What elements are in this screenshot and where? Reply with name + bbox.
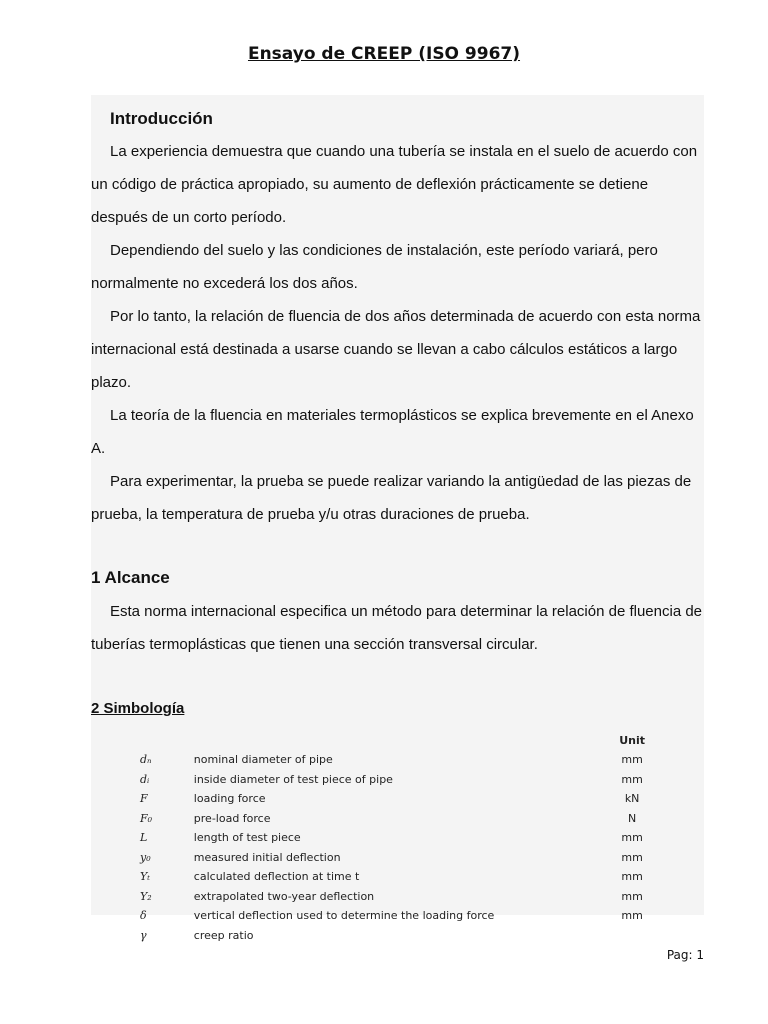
table-row bbox=[120, 828, 672, 848]
document-title: Ensayo de CREEP (ISO 9967) bbox=[247, 44, 521, 64]
symbol-table bbox=[120, 730, 672, 945]
symbol-table-header-row bbox=[120, 730, 672, 750]
intro-paragraph-1: La experiencia demuestra que cuando una tubería se instala en el suelo de acuerdo con un código de práctica apropiado, su aumento de deflexión prácticamente se detiene después de un corto período. bbox=[91, 143, 698, 226]
symbol-cell: dᵢ bbox=[140, 772, 150, 786]
symbol-col-header bbox=[120, 730, 194, 750]
unit-cell: mm bbox=[621, 831, 643, 845]
description-cell: calculated deflection at time t bbox=[193, 870, 360, 884]
table-row bbox=[120, 906, 672, 926]
description-cell: measured initial deflection bbox=[193, 850, 341, 864]
intro-paragraph-3: Por lo tanto, la relación de fluencia de dos años determinada de acuerdo con esta norma internacional está destinada a usarse cuando se llevan a cabo cálculos estáticos a largo plazo. bbox=[91, 308, 701, 391]
table-row bbox=[120, 867, 672, 887]
description-cell: vertical deflection used to determine the loading force bbox=[193, 909, 495, 923]
unit-cell: mm bbox=[621, 870, 643, 884]
page-number: Pag: 1 bbox=[666, 948, 704, 962]
unit-col-header: Unit bbox=[619, 733, 646, 747]
symbol-cell: y₀ bbox=[140, 850, 151, 864]
table-row bbox=[120, 887, 672, 907]
description-cell: extrapolated two-year deflection bbox=[193, 889, 375, 903]
intro-heading: Introducción bbox=[110, 109, 213, 128]
description-cell: creep ratio bbox=[193, 928, 254, 942]
symbol-cell: L bbox=[140, 831, 148, 845]
symbol-cell: F₀ bbox=[140, 811, 153, 825]
description-col-header bbox=[194, 730, 592, 750]
symbol-cell: F bbox=[140, 792, 148, 806]
table-row bbox=[120, 770, 672, 790]
table-row bbox=[120, 789, 672, 809]
unit-cell: N bbox=[628, 811, 637, 825]
intro-paragraph-4: La teoría de la fluencia en materiales termoplásticos se explica brevemente en el Anexo A. bbox=[91, 407, 694, 457]
symbol-cell: γ bbox=[140, 928, 147, 942]
table-row bbox=[120, 750, 672, 770]
unit-cell: mm bbox=[621, 909, 643, 923]
description-cell: nominal diameter of pipe bbox=[193, 753, 333, 767]
unit-cell: kN bbox=[624, 792, 640, 806]
symbol-cell: δ bbox=[140, 909, 147, 923]
intro-paragraph-2: Dependiendo del suelo y las condiciones de instalación, este período variará, pero normalmente no excederá los dos años. bbox=[91, 242, 658, 292]
simbologia-heading: 2 Simbología bbox=[91, 700, 185, 717]
unit-cell: mm bbox=[621, 850, 643, 864]
table-row bbox=[120, 926, 672, 946]
alcance-paragraph: Esta norma internacional especifica un método para determinar la relación de fluencia de tuberías termoplásticas que tienen una sección transversal circular. bbox=[91, 603, 703, 653]
symbol-cell: Yₜ bbox=[140, 870, 150, 884]
intro-paragraph-5: Para experimentar, la prueba se puede realizar variando la antigüedad de las piezas de prueba, la temperatura de prueba y/u otras duraciones de prueba. bbox=[91, 473, 692, 523]
unit-cell: mm bbox=[621, 889, 643, 903]
symbol-table-body bbox=[120, 750, 672, 945]
unit-cell: mm bbox=[621, 753, 643, 767]
unit-cell: mm bbox=[621, 772, 643, 786]
table-row bbox=[120, 848, 672, 868]
symbol-cell: Y₂ bbox=[140, 889, 152, 903]
description-cell: loading force bbox=[193, 792, 266, 806]
description-cell: pre-load force bbox=[193, 811, 271, 825]
unit-cell bbox=[592, 926, 672, 946]
description-cell: length of test piece bbox=[193, 831, 301, 845]
description-cell: inside diameter of test piece of pipe bbox=[193, 772, 393, 786]
symbol-cell: dₙ bbox=[140, 753, 152, 767]
table-row bbox=[120, 809, 672, 829]
alcance-heading: 1 Alcance bbox=[91, 568, 170, 587]
